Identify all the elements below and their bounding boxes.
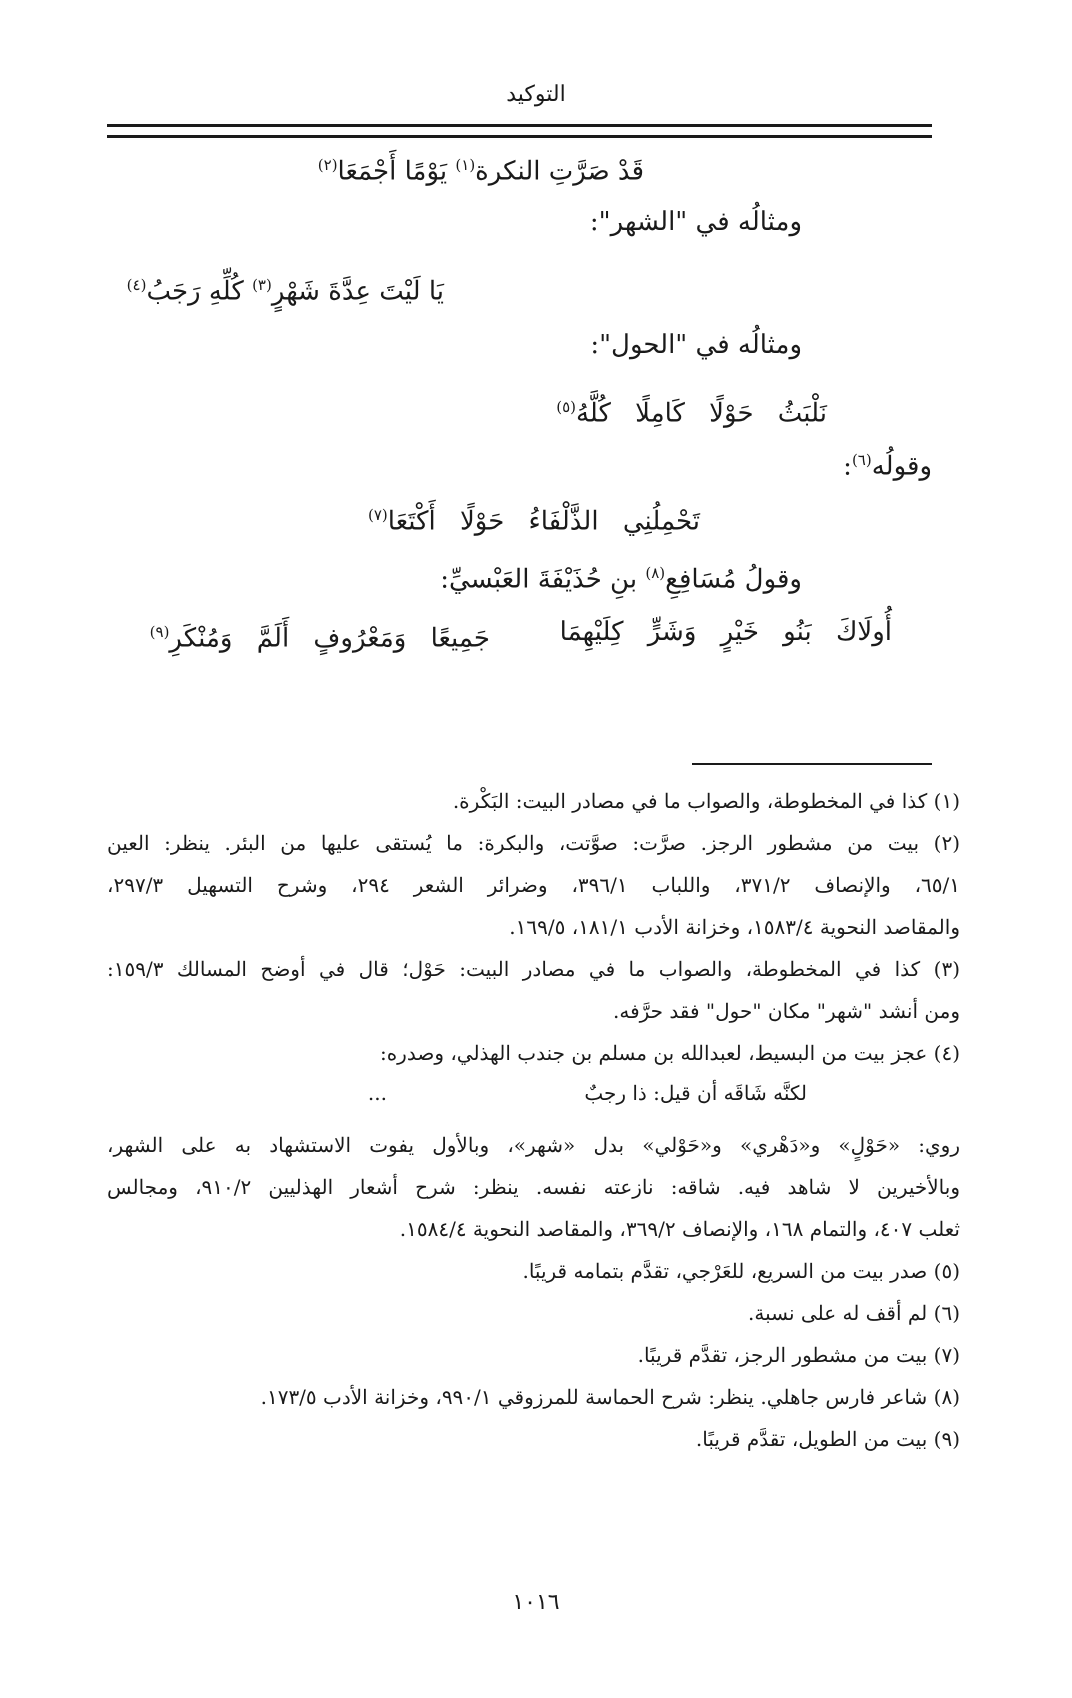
footnote-3-line-2: ومن أنشد "شهر" مكان "حول" فقد حرَّفه. [613,999,960,1023]
body-line-year: ومثالُه في "الحول": [590,330,802,360]
body-text: : [843,451,852,482]
footnote-4-line-1: (٤) عجز بيت من البسيط، لعبدالله بن مسلم بن جندب الهذلي، وصدره: [379,1041,960,1065]
footnote-ref-7[interactable]: (٧) [367,506,388,524]
verse-line-5-second-hemistich [150,615,490,656]
footnote-1: (١) كذا في المخطوطة، والصواب ما في مصادر البيت: البَكْرة. [452,789,960,813]
footnote-ref-1[interactable]: (١) [455,156,476,174]
footnote-4-verse: لكنَّه شَاقَه أن قيل: ذا رجبٌ [584,1081,807,1105]
body-text: بنِ حُذَيْفَةَ العَبْسيِّ: [440,564,646,595]
verse-text: نَلْبَثُ حَوْلًا كَامِلًا كُلَّهُ [575,398,827,429]
body-text: وقولُه [871,451,932,482]
header-rule-bottom [107,135,932,138]
verse-line-2 [127,268,444,309]
verse-line-4 [368,498,700,539]
footnote-4-line-5: ثعلب ٤٠٧، والتمام ١٦٨، والإنصاف ٣٦٩/٢، والمقاصد النحوية ١٥٨٤/٤. [399,1217,960,1241]
footnote-ref-5[interactable]: (٥) [556,398,576,416]
footnote-8: (٨) شاعر فارس جاهلي. ينظر: شرح الحماسة للمرزوقي ٩٩٠/١، وخزانة الأدب ١٧٣/٥. [260,1385,960,1409]
footnote-ref-3[interactable]: (٣) [252,276,272,294]
footnote-2-line-3: والمقاصد النحوية ١٥٨٣/٤، وخزانة الأدب ١٨١/١، ١٦٩/٥. [509,915,960,939]
header-rule-top [107,124,932,127]
body-text: وقولُ مُسَافِعِ [665,564,802,595]
page-number: ١٠١٦ [512,1590,560,1615]
footnote-separator [692,763,932,765]
running-header: التوكيد [506,82,566,107]
verse-line-3 [556,390,827,431]
footnote-4-line-3: روي: «حَوْلٍ» و«دَهْري» و«حَوْلي» بدل «شهر»، وبالأول يفوت الاستشهاد به على الشهر، [107,1133,960,1157]
footnote-ref-4[interactable]: (٤) [126,276,147,294]
footnote-ref-9[interactable]: (٩) [149,623,170,641]
verse-line-1 [318,148,644,189]
body-line-saying [843,443,932,484]
footnote-2-line-2: ٦٥/١، والإنصاف ٣٧١/٢، واللباب ٣٩٦/١، وضرائر الشعر ٢٩٤، وشرح التسهيل ٢٩٧/٣، [107,873,961,897]
footnote-6: (٦) لم أقف له على نسبة. [748,1301,960,1325]
footnote-ref-2[interactable]: (٢) [317,156,338,174]
verse-text: كُلِّهِ رَجَبُ [146,276,253,307]
footnote-ref-6[interactable]: (٦) [851,451,872,469]
body-line-month: ومثالُه في "الشهر": [589,207,802,237]
footnote-3-line-1: (٣) كذا في المخطوطة، والصواب ما في مصادر البيت: حَوْل؛ قال في أوضح المسالك ١٥٩/٣: [107,957,960,981]
verse-text: جَمِيعًا وَمَعْرُوفٍ أَلَمَّ وَمُنْكَرِ [169,623,490,654]
footnote-ref-8[interactable]: (٨) [645,564,666,582]
footnote-4-line-4: وبالأخيرين لا شاهد فيه. شاقه: نازعته نفسه. ينظر: شرح أشعار الهذليين ٩١٠/٢، ومجالس [107,1175,960,1199]
body-line-musafi [440,556,802,597]
footnote-2-line-1: (٢) بيت من مشطور الرجز. صرَّت: صوَّتت، والبكرة: ما يُستقى عليها من البئر. ينظر: العين [107,831,960,855]
footnote-4-ellipsis: ... [367,1081,387,1105]
footnote-9: (٩) بيت من الطويل، تقدَّم قريبًا. [695,1427,960,1451]
footnote-7: (٧) بيت من مشطور الرجز، تقدَّم قريبًا. [637,1343,960,1367]
footnote-5: (٥) صدر بيت من السريع، للعَرْجي، تقدَّم بتمامه قريبًا. [522,1259,960,1283]
verse-text: يَوْمًا أَجْمَعَا [337,156,456,187]
verse-text: يَا لَيْتَ عِدَّةَ شَهْرٍ [271,276,444,307]
verse-text: تَحْمِلُنِي الذَّلْفَاءُ حَوْلًا أَكْتَعَا [387,506,700,537]
verse-text: قَدْ صَرَّتِ النكرة [475,156,644,187]
verse-line-5-first-hemistich: أُولَاكَ بَنُو خَيْرٍ وَشَرٍّ كِلَيْهِمَا [559,617,892,647]
